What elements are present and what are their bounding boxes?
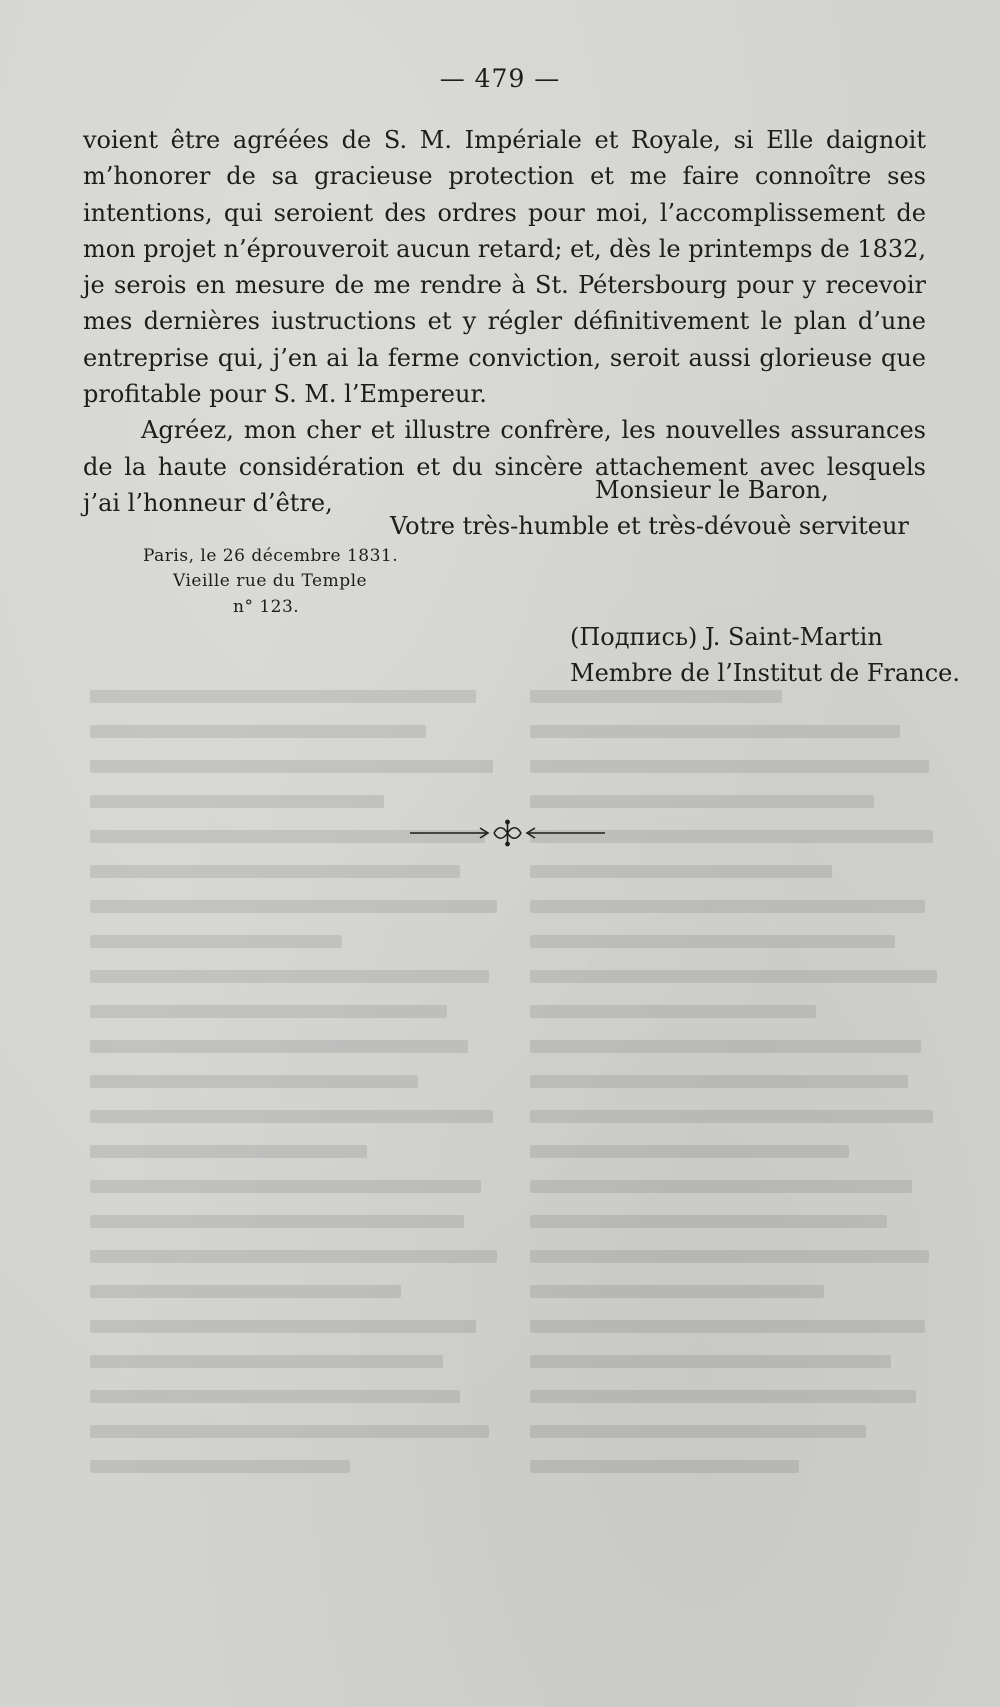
closing-salutation: Monsieur le Baron,: [595, 476, 829, 504]
body-paragraph: Agréez, mon cher et illustre confrère, les nouvelles assurances de la haute considération et du sincère attachement avec lesquels j’ai l’honneur d’être,: [83, 416, 926, 517]
page-number: — 479 —: [439, 64, 561, 93]
closing-servant-line: Votre très-humble et très-dévouè serviteur: [390, 512, 909, 540]
place-date-line: Paris, le 26 décembre 1831.: [143, 546, 399, 566]
signature-line: Membre de l’Institut de France.: [570, 659, 961, 687]
fleuron-icon: [410, 818, 605, 848]
signature-line: (Подпись) J. Saint-Martin: [570, 623, 883, 651]
letter-body: [83, 122, 926, 521]
show-through-column-left: [90, 690, 510, 1495]
show-through-column-right: [530, 690, 950, 1495]
place-date-line: n° 123.: [233, 597, 300, 617]
place-date-line: Vieille rue du Temple: [173, 571, 368, 591]
body-paragraph: voient être agréées de S. M. Impériale et Royale, si Elle daignoit m’honorer de sa gracieuse protection et me faire connoître ses intentions, qui seroient des ordres pour moi, l’accomplissement de mon projet n’éprouveroit aucun retard; et, dès le printemps de 1832, je serois en mesure de me rendre à St. Pétersbourg pour y recevoir mes dernières iustructions et y régler définitivement le plan d’une entreprise qui, j’en ai la ferme conviction, seroit aussi glorieuse que profitable pour S. M. l’Empereur.: [83, 126, 926, 409]
